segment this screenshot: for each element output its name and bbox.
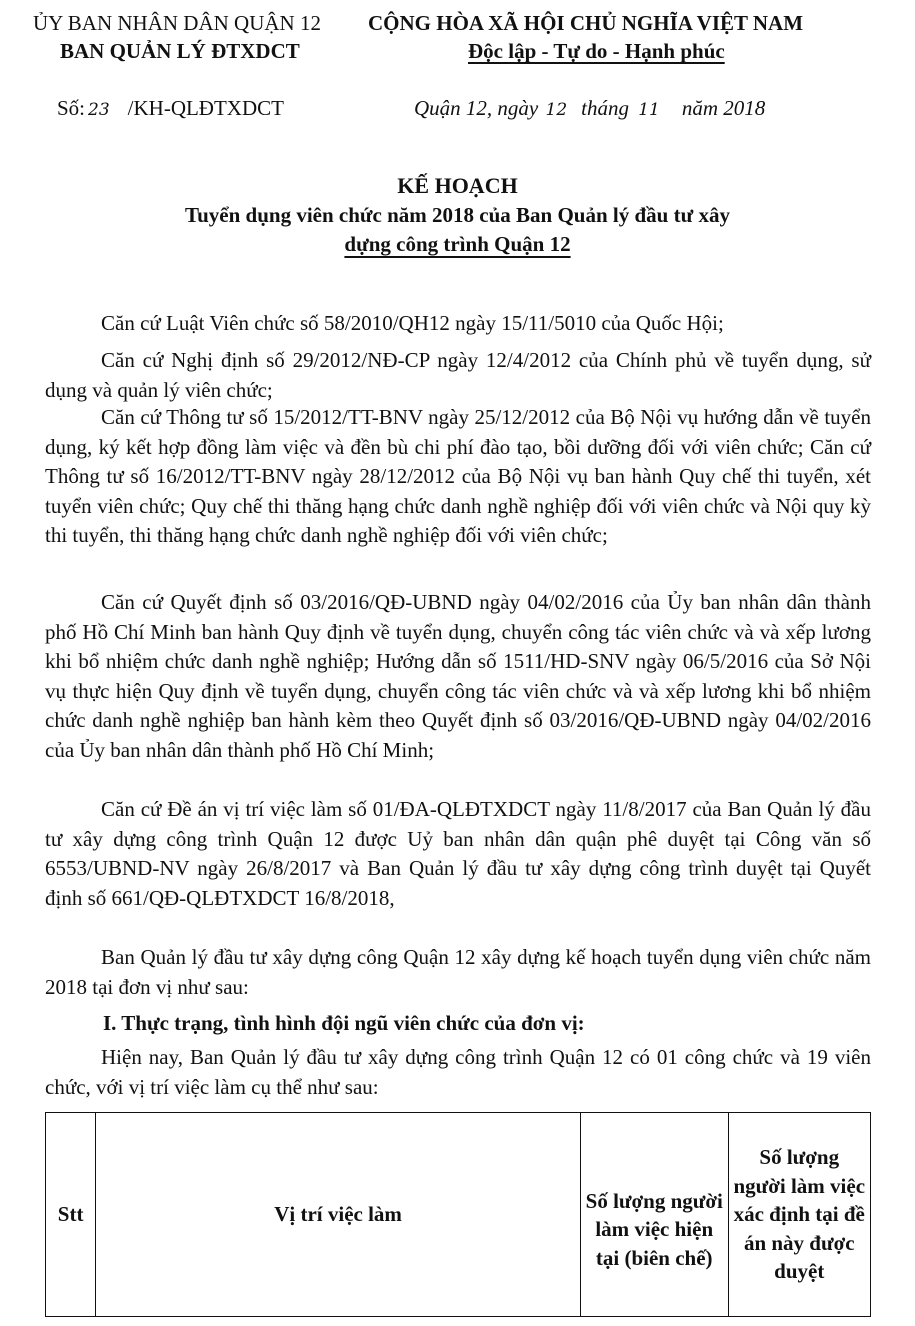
national-title: CỘNG HÒA XÃ HỘI CHỦ NGHĨA VIỆT NAM: [368, 11, 804, 35]
date-month: 11: [638, 100, 660, 120]
staff-table: [45, 1112, 871, 1317]
department-name: BAN QUẢN LÝ ĐTXDCT: [60, 39, 300, 63]
legal-basis-paragraph: Căn cứ Thông tư số 15/2012/TT-BNV ngày 25/12/2012 của Bộ Nội vụ hướng dẫn về tuyển dụng, ký kết hợp đồng làm việc và đền bù chi phí đào tạo, bồi dưỡng đối với viên chức; Căn cứ Thông tư số 16/2012/TT-BNV ngày 28/12/2012 của Bộ Nội vụ ban hành Quy chế thi tuyển, xét tuyển viên chức; Quy chế thi thăng hạng chức danh nghề nghiệp đối với viên chức và Nội quy kỳ thi tuyển, thi thăng hạng chức danh nghề nghiệp đối với viên chức;: [45, 405, 871, 547]
section-heading: I. Thực trạng, tình hình đội ngũ viên chức của đơn vị:: [103, 1011, 585, 1035]
subtitle-line-2-text: dựng công trình Quận 12: [344, 232, 571, 256]
header-approved-count: Số lượng người làm việc xác định tại đề án này được duyệt: [728, 1113, 870, 1317]
agency-name: ỦY BAN NHÂN DÂN QUẬN 12: [33, 11, 321, 35]
legal-basis-paragraph: Căn cứ Nghị định số 29/2012/NĐ-CP ngày 12/4/2012 của Chính phủ về tuyển dụng, sử dụng và quản lý viên chức;: [45, 348, 871, 402]
document-title: KẾ HOẠCH: [397, 173, 518, 198]
subtitle-line-1: Tuyển dụng viên chức năm 2018 của Ban Quản lý đầu tư xây: [185, 203, 730, 227]
date-month-label: tháng: [581, 96, 629, 120]
document-number: [57, 95, 284, 124]
document-date: [414, 95, 765, 124]
legal-basis-paragraph: Căn cứ Đề án vị trí việc làm số 01/ĐA-QLĐTXDCT ngày 11/8/2017 của Ban Quản lý đầu tư xây dựng công trình Quận 12 được Uỷ ban nhân dân quận phê duyệt tại Công văn số 6553/UBND-NV ngày 26/8/2017 và Ban Quản lý đầu tư xây dựng công trình duyệt tại Quyết định số 661/QĐ-QLĐTXDCT 16/8/2018,: [45, 797, 871, 910]
legal-basis-paragraph: Căn cứ Luật Viên chức số 58/2010/QH12 ngày 15/11/5010 của Quốc Hội;: [101, 311, 724, 335]
header-position: Vị trí việc làm: [96, 1113, 581, 1317]
subtitle-line-2: [0, 230, 915, 259]
number-prefix: Số:: [57, 96, 86, 120]
date-year: năm 2018: [681, 96, 766, 120]
number-value: 23: [88, 100, 110, 120]
table-header-row: [46, 1113, 871, 1317]
date-day: 12: [545, 100, 568, 120]
date-place: Quận 12, ngày: [414, 96, 539, 120]
header-current-count: Số lượng người làm việc hiện tại (biên chế): [580, 1113, 728, 1317]
header-stt: Stt: [46, 1113, 96, 1317]
legal-basis-paragraph: Căn cứ Quyết định số 03/2016/QĐ-UBND ngày 04/02/2016 của Ủy ban nhân dân thành phố Hồ Chí Minh ban hành Quy định về tuyển dụng, chuyển công tác viên chức và và xếp lương khi bổ nhiệm chức danh nghề nghiệp; Hướng dẫn số 1511/HD-SNV ngày 06/5/2016 của Sở Nội vụ thực hiện Quy định về tuyển dụng, chuyển công tác viên chức và và xếp lương khi bổ nhiệm chức danh nghề nghiệp ban hành kèm theo Quyết định số 03/2016/QĐ-UBND ngày 04/02/2016 của Ủy ban nhân dân thành phố Hồ Chí Minh;: [45, 590, 871, 762]
number-suffix: /KH-QLĐTXDCT: [127, 96, 284, 120]
document-subtitle: [0, 201, 915, 259]
plan-intro-paragraph: Ban Quản lý đầu tư xây dựng công Quận 12 xây dựng kế hoạch tuyển dụng viên chức năm 2018 tại đơn vị như sau:: [45, 945, 871, 999]
national-motto: Độc lập - Tự do - Hạnh phúc: [468, 39, 725, 63]
section-paragraph: Hiện nay, Ban Quản lý đầu tư xây dựng công trình Quận 12 có 01 công chức và 19 viên chức, với vị trí việc làm cụ thể như sau:: [45, 1045, 871, 1099]
